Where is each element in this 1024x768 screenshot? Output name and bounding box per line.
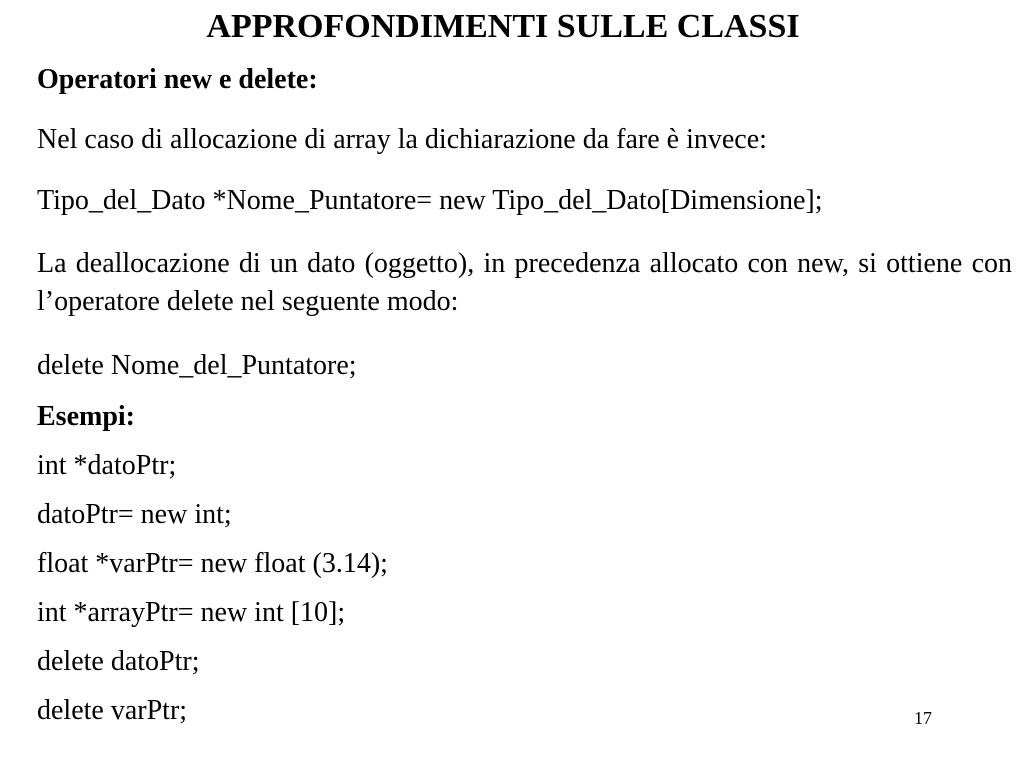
deallocation-text: La deallocazione di un dato (oggetto), in precedenza allocato con new, si ottiene con l’operatore delete nel seguente modo: [37, 248, 1012, 317]
page-number: 17 [914, 708, 932, 728]
example-line: int *datoPtr; [37, 450, 177, 481]
slide-title: APPROFONDIMENTI SULLE CLASSI [206, 8, 800, 45]
example-line: datoPtr= new int; [37, 499, 232, 530]
array-intro-text: Nel caso di allocazione di array la dichiarazione da fare è invece: [37, 124, 767, 155]
example-line: delete datoPtr; [37, 646, 200, 677]
example-line: float *varPtr= new float (3.14); [37, 548, 388, 579]
example-line: int *arrayPtr= new int [10]; [37, 597, 346, 628]
examples-heading: Esempi: [37, 401, 135, 432]
array-syntax-text: Tipo_del_Dato *Nome_Puntatore= new Tipo_del_Dato[Dimensione]; [37, 185, 823, 216]
section-heading: Operatori new e delete: [37, 64, 318, 95]
example-line: delete varPtr; [37, 695, 188, 726]
delete-syntax-text: delete Nome_del_Puntatore; [37, 350, 357, 381]
